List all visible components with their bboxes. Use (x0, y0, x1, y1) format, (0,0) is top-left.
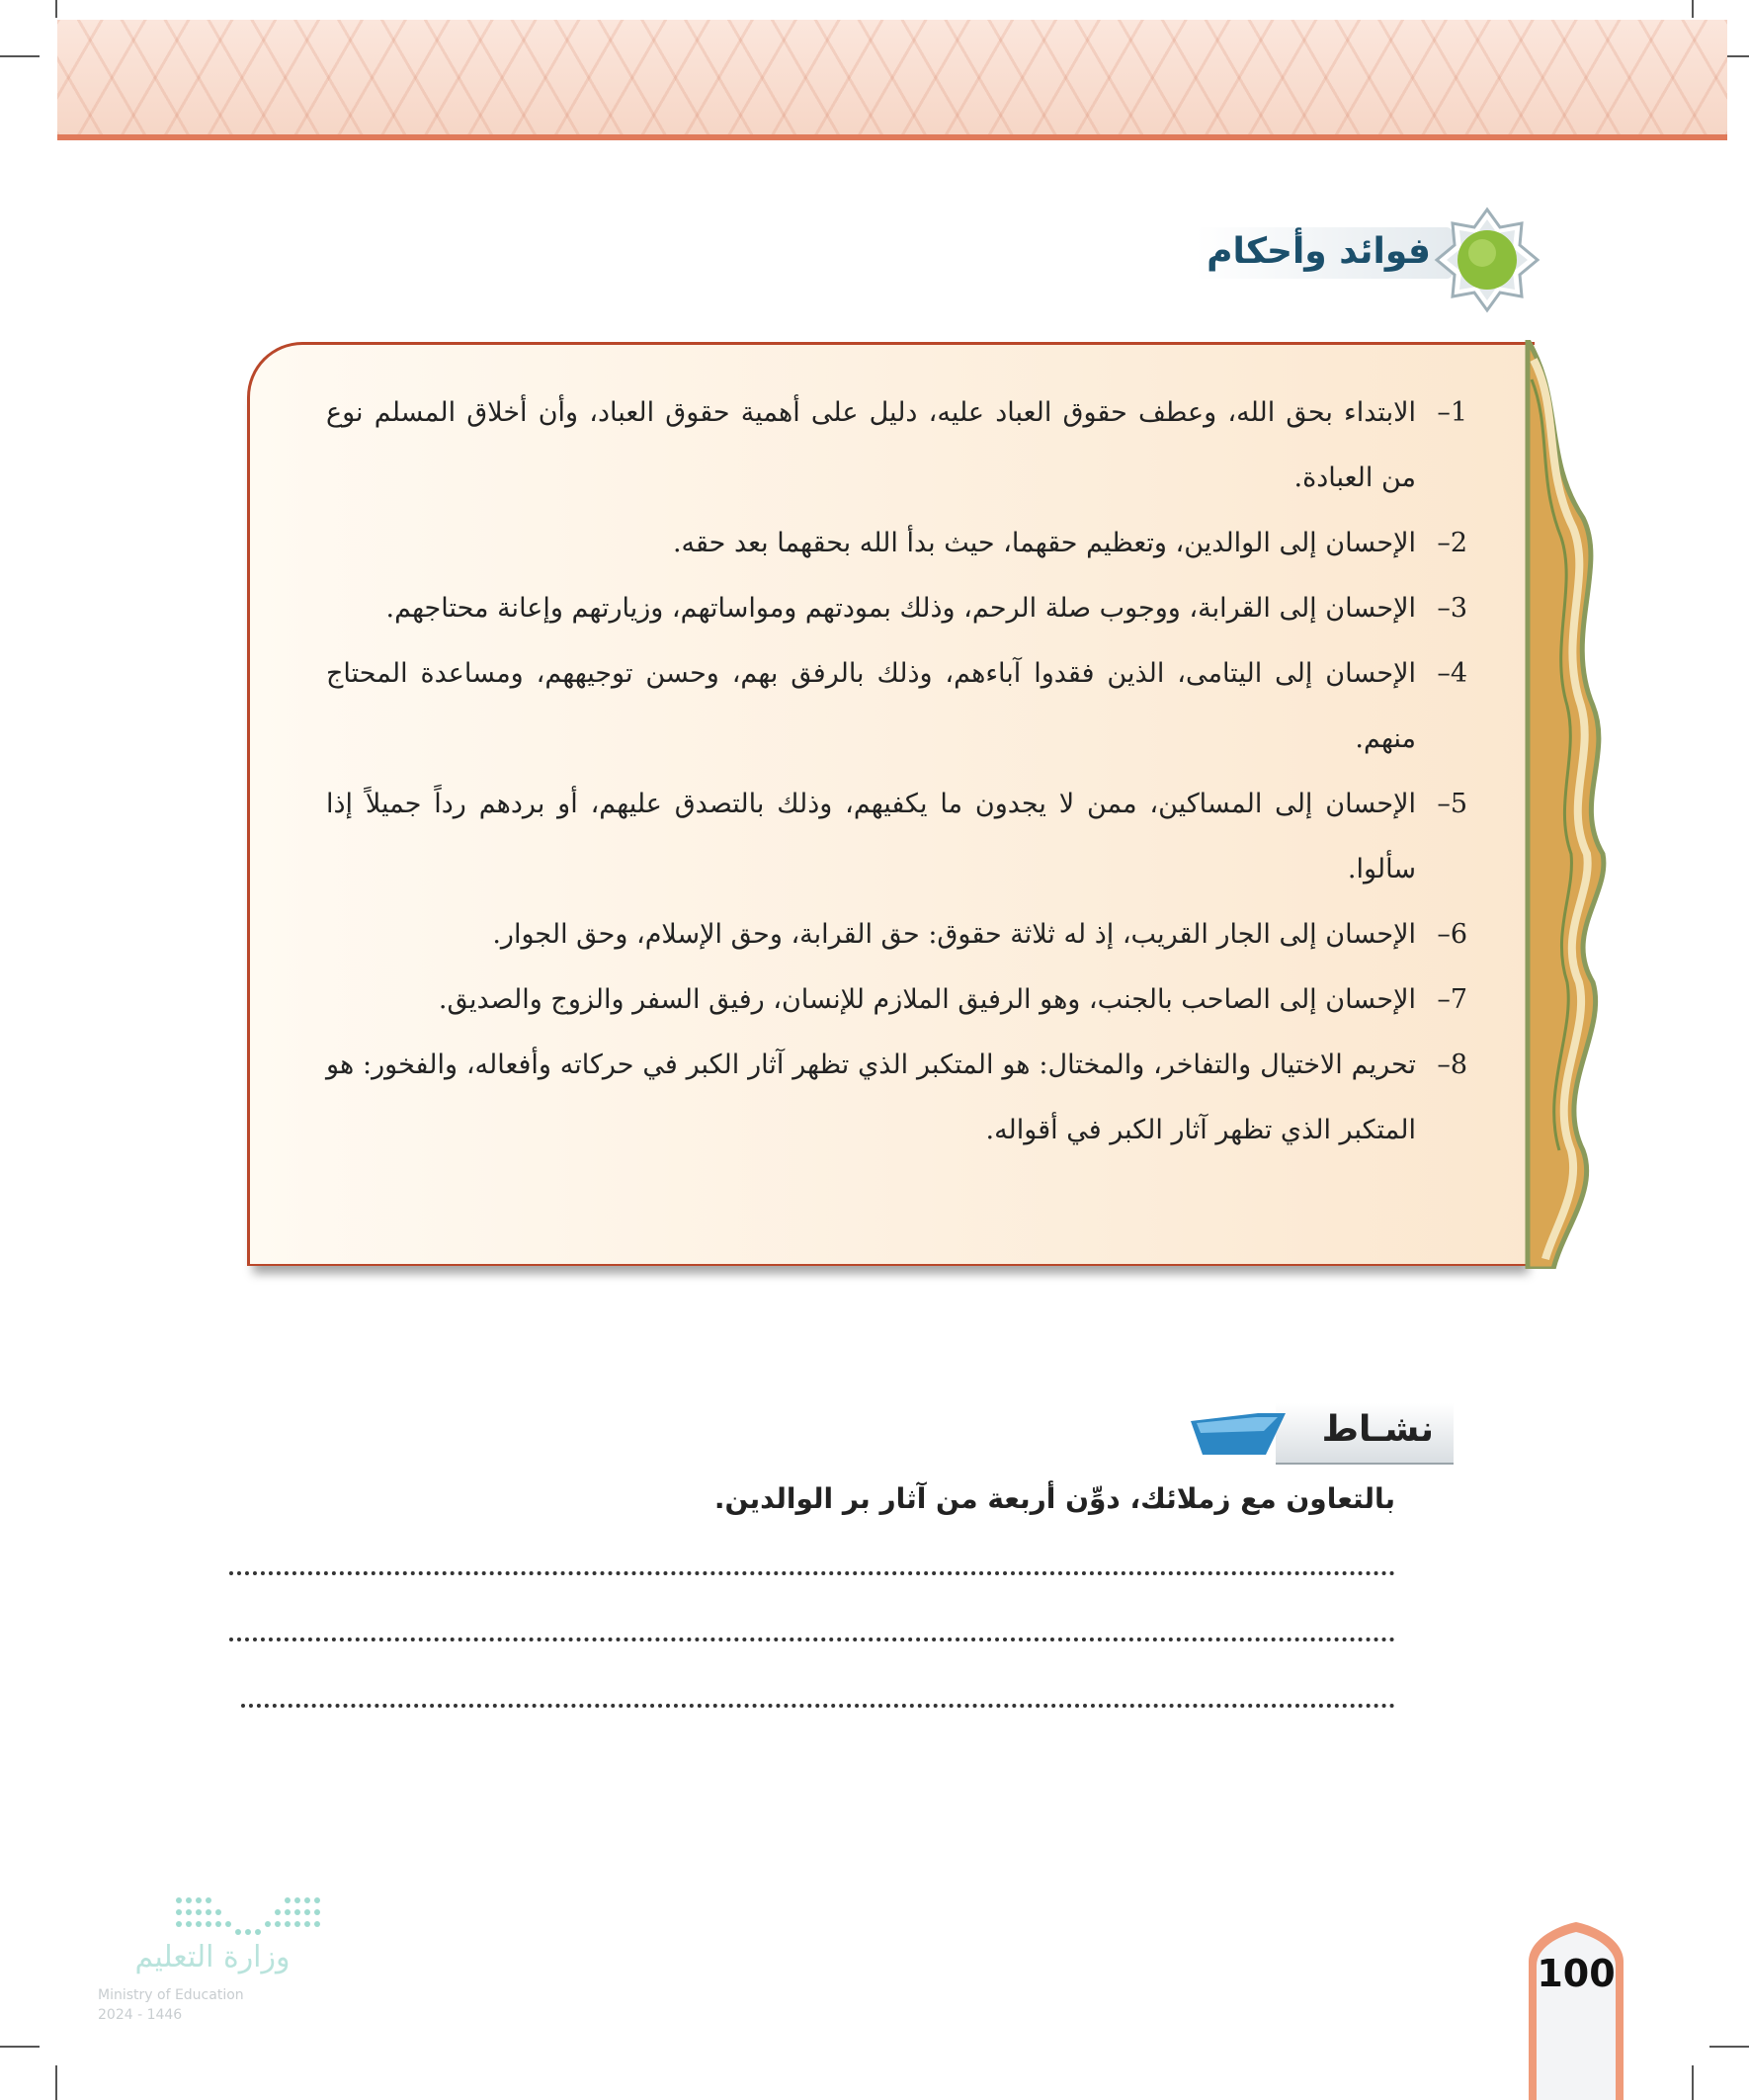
star-badge-icon (1433, 206, 1541, 314)
crop-mark (1709, 2046, 1749, 2048)
header-pattern-band (57, 20, 1727, 136)
crop-mark (0, 2046, 40, 2048)
page-number: 100 (1537, 1952, 1616, 1995)
list-item (326, 641, 1467, 772)
ministry-logo (94, 1892, 331, 2041)
activity-prompt: بالتعاون مع زملائك، دوِّن أربعة من آثار بر الوالدين. (713, 1482, 1395, 1515)
ministry-year: 2024 - 1446 (98, 2007, 183, 2023)
list-item (326, 511, 1467, 576)
section-title-text: فوائد وأحكام (1207, 231, 1431, 272)
item-number: 8– (1437, 1050, 1467, 1080)
page-number-tab (1527, 1922, 1625, 2100)
list-item (326, 576, 1467, 641)
crop-mark (55, 2065, 57, 2100)
crop-mark (1692, 2065, 1694, 2100)
answer-line-3[interactable] (241, 1704, 1395, 1708)
crop-mark (1692, 0, 1694, 18)
item-number: 2– (1437, 528, 1467, 558)
list-item (326, 772, 1467, 902)
section-title (1186, 206, 1541, 304)
item-number: 3– (1437, 593, 1467, 624)
ministry-logo-dots-icon (173, 1892, 321, 1942)
answer-line-1[interactable] (229, 1571, 1395, 1575)
item-text: الإحسان إلى الصاحب بالجنب، وهو الرفيق الملازم للإنسان، رفيق السفر والزوج والصديق. (438, 984, 1416, 1015)
item-text: الإحسان إلى الوالدين، وتعظيم حقهما، حيث بدأ الله بحقهما بعد حقه. (672, 528, 1416, 558)
activity-label: نشـاط (1321, 1409, 1434, 1450)
list-item (326, 902, 1467, 967)
item-number: 6– (1437, 919, 1467, 950)
activity-header (1191, 1403, 1454, 1463)
list-item (326, 967, 1467, 1033)
list-item (326, 380, 1467, 511)
item-number: 1– (1437, 397, 1467, 428)
item-number: 4– (1437, 658, 1467, 689)
item-text: الإحسان إلى اليتامى، الذين فقدوا آباءهم، وذلك بالرفق بهم، وحسن توجيههم، ومساعدة المحتاج منهم. (326, 658, 1416, 754)
arrow-icon (1191, 1411, 1290, 1457)
item-text: تحريم الاختيال والتفاخر، والمختال: هو المتكبر الذي تظهر آثار الكبر في حركاته وأفعاله، والفخور: هو المتكبر الذي تظهر آثار الكبر في أقواله. (326, 1050, 1416, 1145)
ministry-name-en: Ministry of Education (98, 1987, 244, 2003)
card-ornament (1524, 340, 1613, 1269)
benefits-list (326, 380, 1467, 1163)
answer-line-2[interactable] (229, 1638, 1395, 1641)
list-item (326, 1033, 1467, 1163)
item-number: 5– (1437, 789, 1467, 819)
item-number: 7– (1437, 984, 1467, 1015)
item-text: الإحسان إلى المساكين، ممن لا يجدون ما يكفيهم، وذلك بالتصدق عليهم، أو بردهم رداً جميلاً إذا سألوا. (326, 789, 1416, 884)
crop-mark (55, 0, 57, 18)
header-divider (57, 134, 1727, 140)
item-text: الابتداء بحق الله، وعطف حقوق العباد عليه، دليل على أهمية حقوق العباد، وأن أخلاق المسلم نوع من العبادة. (326, 397, 1416, 493)
crop-mark (0, 55, 40, 57)
item-text: الإحسان إلى الجار القريب، إذ له ثلاثة حقوق: حق القرابة، وحق الإسلام، وحق الجوار. (492, 919, 1416, 950)
ministry-name: وزارة التعليم (134, 1940, 291, 1974)
item-text: الإحسان إلى القرابة، ووجوب صلة الرحم، وذلك بمودتهم ومواساتهم، وزيارتهم وإعانة محتاجهم. (385, 593, 1416, 624)
